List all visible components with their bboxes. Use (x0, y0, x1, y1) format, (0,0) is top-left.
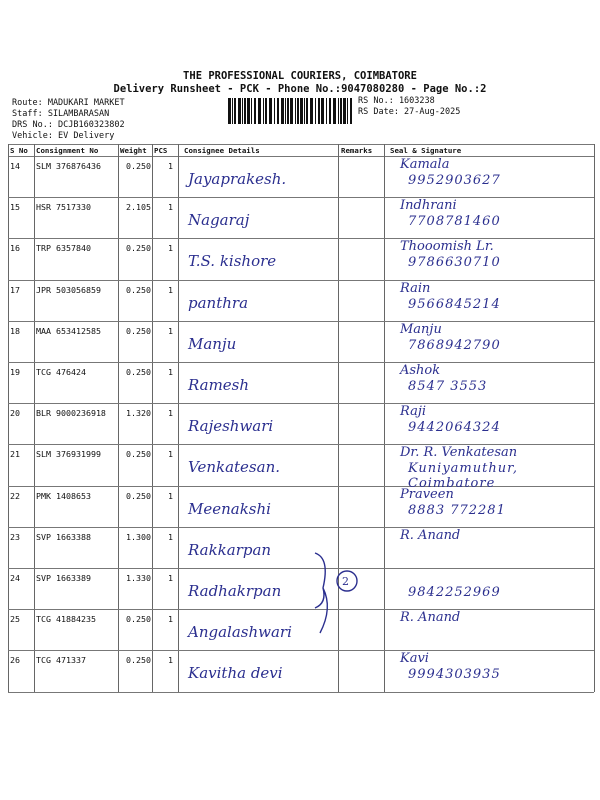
row-consignment-no: TRP 6357840 (36, 243, 91, 254)
row-signature-name: Dr. R. Venkatesan (400, 445, 518, 461)
barcode-bar (304, 98, 305, 124)
row-consignment-no: SVP 1663389 (36, 573, 91, 583)
row-signature-phone: 9842252969 (408, 585, 501, 600)
meta-right (358, 96, 460, 118)
barcode-bar (258, 98, 261, 124)
barcode-bar (295, 98, 296, 124)
barcode-bar (285, 98, 286, 124)
barcode-bar (244, 98, 246, 124)
row-sno: 16 (10, 243, 20, 254)
row-signature-name: Praveen (400, 486, 454, 502)
row-consignee-handwritten: panthra (188, 293, 249, 312)
route-text: Route: MADUKARI MARKET (12, 98, 125, 108)
barcode-bar (238, 98, 241, 124)
row-consignee-handwritten: Ramesh (188, 376, 250, 394)
row-consignee-handwritten: Kavitha devi (188, 664, 283, 683)
bracket-mark (305, 548, 365, 638)
row-signature-phone: 9442064324 (408, 420, 501, 436)
barcode-bar (247, 98, 250, 124)
row-consignment-no: BLR 9000236918 (36, 408, 106, 419)
barcode-bar (242, 98, 243, 124)
row-weight: 0.250 (126, 325, 151, 336)
barcode-bar (277, 98, 279, 124)
row-weight: 0.250 (126, 614, 151, 625)
barcode-bar (234, 98, 236, 124)
row-consignment-no: PMK 1408653 (36, 490, 91, 501)
row-divider (8, 609, 594, 610)
row-weight: 1.320 (126, 408, 151, 419)
row-signature-name: Thooomish Lr. (400, 239, 494, 255)
barcode-bar (281, 98, 284, 124)
row-divider (8, 197, 594, 198)
row-consignment-no: TCG 471337 (36, 655, 86, 666)
row-pcs: 1 (168, 367, 173, 377)
row-weight: 0.250 (126, 449, 151, 460)
row-pcs: 1 (168, 202, 173, 213)
column-divider (594, 144, 595, 692)
row-sno: 25 (10, 614, 20, 625)
row-sno: 22 (10, 490, 20, 501)
row-sno: 19 (10, 367, 20, 377)
barcode-bar (340, 98, 342, 124)
row-sno: 23 (10, 531, 20, 542)
staff-text: Staff: SILAMBARASAN (12, 109, 110, 119)
drs-text: DRS No.: DCJB160323802 (12, 120, 125, 130)
col-header-weight: Weight (120, 146, 147, 155)
row-consignee-handwritten: Angalashwari (188, 623, 292, 642)
row-consignee-handwritten: Nagaraj (188, 211, 250, 230)
runsheet-table (8, 144, 594, 702)
row-signature-phone: 8547 3553 (408, 379, 488, 394)
row-consignee-handwritten: Meenakshi (188, 499, 271, 518)
barcode (228, 98, 353, 124)
row-pcs: 1 (168, 573, 173, 583)
col-header-consignee: Consignee Details (184, 146, 260, 155)
row-consignee-handwritten: Rakkarpan (188, 540, 272, 559)
header-bottom-line (8, 156, 594, 157)
row-divider (8, 403, 594, 404)
barcode-bar (274, 98, 275, 124)
barcode-bar (269, 98, 272, 124)
barcode-bar (329, 98, 331, 124)
barcode-bar (297, 98, 299, 124)
barcode-bar (338, 98, 339, 124)
row-signature-name: Manju (400, 321, 442, 337)
col-header-remarks: Remarks (341, 146, 373, 155)
row-weight: 1.330 (126, 573, 151, 583)
barcode-bar (290, 98, 293, 124)
row-weight: 0.250 (126, 655, 151, 666)
row-signature-phone: 9952903627 (408, 173, 501, 188)
row-signature-phone: 7868942790 (408, 337, 501, 353)
row-signature-phone: Kuniyamuthur, Coimbatore (408, 461, 519, 492)
row-pcs: 1 (168, 449, 173, 460)
row-signature-phone: 8883 772281 (408, 502, 506, 518)
barcode-bar (347, 98, 348, 124)
barcode-bar (306, 98, 308, 124)
row-sno: 20 (10, 408, 20, 419)
row-sno: 21 (10, 449, 20, 460)
row-pcs: 1 (168, 531, 173, 542)
rs-date-text: RS Date: 27-Aug-2025 (358, 107, 461, 117)
row-pcs: 1 (168, 408, 173, 419)
runsheet-subtitle: Delivery Runsheet - PCK - Phone No.:9047080280 - Page No.:2 (113, 83, 487, 95)
row-pcs: 1 (168, 655, 173, 666)
row-consignment-no: SVP 1663388 (36, 531, 91, 542)
barcode-bar (343, 98, 346, 124)
row-signature-phone: 9786630710 (408, 255, 501, 271)
row-consignee-handwritten: Venkatesan. (188, 458, 280, 477)
rs-no-text: RS No.: 1603238 (358, 96, 435, 106)
col-header-seal: Seal & Signature (390, 146, 462, 155)
row-pcs: 1 (168, 243, 173, 254)
row-consignee-handwritten: Radhakrpan (188, 582, 282, 600)
row-signature-name: Indhrani (400, 198, 457, 214)
row-divider (8, 362, 594, 363)
row-consignment-no: MAA 653412585 (36, 325, 101, 336)
row-signature-name: R. Anand (400, 610, 461, 626)
meta-left (12, 98, 125, 142)
row-consignment-no: SLM 376931999 (36, 449, 101, 460)
barcode-bar (263, 98, 264, 124)
barcode-bar (350, 98, 352, 124)
table-top-line (8, 144, 594, 145)
row-consignee-handwritten: Rajeshwari (188, 417, 274, 436)
barcode-bar (315, 98, 316, 124)
row-divider (8, 280, 594, 281)
row-pcs: 1 (168, 614, 173, 625)
row-signature-phone: 9566845214 (408, 296, 501, 312)
row-sno: 24 (10, 573, 20, 583)
row-weight: 1.300 (126, 531, 151, 542)
row-consignee-handwritten: Manju (188, 334, 237, 353)
barcode-bar (254, 98, 256, 124)
row-divider (8, 568, 594, 569)
row-sno: 14 (10, 161, 20, 171)
row-pcs: 1 (168, 490, 173, 501)
row-weight: 2.105 (126, 202, 151, 213)
barcode-bar (251, 98, 252, 124)
row-signature-name: Kamala (400, 157, 450, 172)
col-header-pcs: PCS (154, 146, 168, 155)
row-signature-name: Ashok (400, 363, 441, 378)
row-signature-name: Raji (400, 404, 427, 420)
row-consignment-no: SLM 376876436 (36, 161, 101, 171)
row-signature-name: Kavi (400, 651, 429, 667)
svg-text:2: 2 (342, 575, 349, 588)
row-consignee-handwritten: Jayaprakesh. (188, 170, 287, 188)
barcode-bar (326, 98, 327, 124)
col-header-consignment: Consignment No (36, 146, 99, 155)
barcode-bar (287, 98, 289, 124)
row-divider (8, 238, 594, 239)
row-consignee-handwritten: T.S. kishore (188, 252, 277, 271)
row-pcs: 1 (168, 161, 173, 171)
barcode-bar (300, 98, 303, 124)
row-pcs: 1 (168, 284, 173, 295)
row-signature-name: R. Anand (400, 527, 461, 543)
col-header-sno: S No (10, 146, 28, 155)
barcode-bar (310, 98, 313, 124)
row-weight: 0.250 (126, 490, 151, 501)
row-weight: 0.250 (126, 161, 151, 171)
row-signature-phone: 7708781460 (408, 214, 501, 230)
row-divider (8, 692, 594, 693)
row-signature-name: Rain (400, 280, 431, 296)
row-weight: 0.250 (126, 367, 151, 377)
barcode-bar (333, 98, 336, 124)
row-consignment-no: JPR 503056859 (36, 284, 101, 295)
row-divider (8, 527, 594, 528)
row-divider (8, 321, 594, 322)
row-weight: 0.250 (126, 243, 151, 254)
company-title: THE PROFESSIONAL COURIERS, COIMBATORE (183, 70, 417, 82)
barcode-bar (321, 98, 324, 124)
barcode-bar (265, 98, 267, 124)
row-sno: 26 (10, 655, 20, 666)
vehicle-text: Vehicle: EV Delivery (12, 131, 115, 141)
barcode-bar (318, 98, 320, 124)
row-signature-phone: 9994303935 (408, 667, 501, 683)
barcode-bar (232, 98, 233, 124)
row-consignment-no: HSR 7517330 (36, 202, 91, 213)
row-sno: 15 (10, 202, 20, 213)
row-pcs: 1 (168, 325, 173, 336)
row-weight: 0.250 (126, 284, 151, 295)
row-sno: 17 (10, 284, 20, 295)
row-divider (8, 650, 594, 651)
row-consignment-no: TCG 41884235 (36, 614, 96, 625)
row-sno: 18 (10, 325, 20, 336)
barcode-image (228, 98, 353, 124)
barcode-bar (228, 98, 231, 124)
row-consignment-no: TCG 476424 (36, 367, 86, 377)
